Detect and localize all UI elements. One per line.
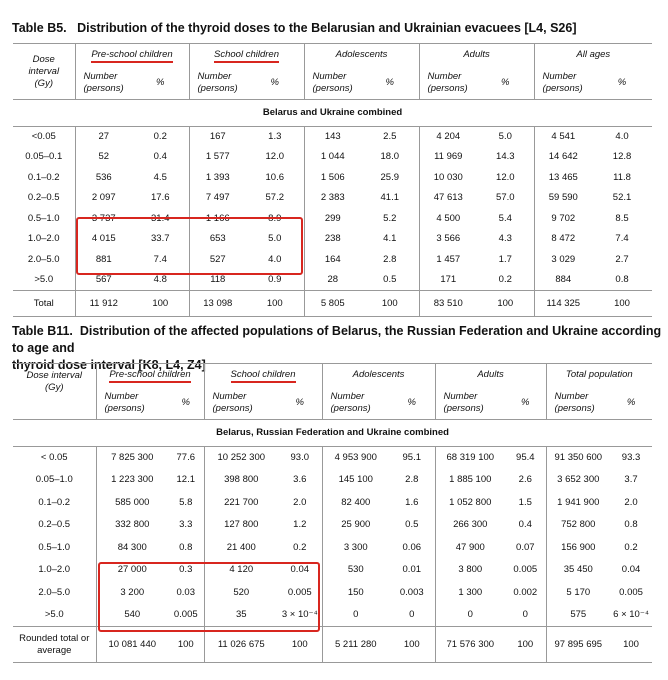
percent-cell: 6 × 10⁻⁴: [613, 609, 649, 620]
table-row: [13, 168, 652, 189]
percent-cell: 100: [403, 638, 420, 650]
number-header: Number (persons): [75, 66, 132, 100]
number-cell: 25 900: [322, 514, 389, 537]
table-b5-body: [13, 127, 652, 291]
number-cell: 398 800: [204, 469, 278, 492]
number-cell: 59 590: [534, 188, 592, 209]
percent-cell: 2.0: [293, 496, 307, 508]
number-cell: 145 100: [322, 469, 389, 492]
percent-cell: 0.8: [179, 541, 193, 553]
percent-cell: 33.7: [151, 233, 170, 245]
total-label: Total: [33, 297, 54, 309]
percent-cell: 0.2: [293, 541, 307, 553]
number-cell: 143: [304, 127, 361, 148]
percent-cell: 0.01: [402, 564, 422, 576]
percent-cell: 10.6: [265, 171, 285, 183]
percent-cell: 95.4: [516, 452, 535, 463]
percent-cell: 100: [291, 638, 308, 650]
percent-cell: 4.1: [383, 233, 397, 245]
dose-interval-cell: 1.0–2.0: [38, 564, 71, 576]
dose-interval-cell: >5.0: [44, 609, 64, 620]
number-cell: 527: [189, 250, 246, 271]
group-header: Adults: [435, 364, 546, 387]
dose-interval-cell: 0.5–1.0: [38, 541, 71, 553]
percent-header: %: [626, 396, 636, 408]
number-cell: 150: [322, 582, 389, 605]
percent-cell: 57.0: [496, 192, 515, 204]
number-cell: 21 400: [204, 537, 278, 560]
percent-header: %: [181, 396, 190, 408]
percent-cell: 31.4: [151, 212, 170, 224]
number-cell: 1 166: [189, 209, 246, 230]
percent-cell: 0.5: [383, 274, 397, 285]
percent-cell: 3.3: [179, 519, 193, 531]
percent-cell: 0.5: [405, 519, 419, 531]
number-cell: 567: [75, 270, 132, 291]
percent-header: %: [295, 396, 304, 408]
number-cell: 3 566: [419, 229, 477, 250]
percent-cell: 5.8: [179, 496, 193, 508]
total-row: [13, 627, 652, 663]
number-cell: 221 700: [204, 492, 278, 515]
percent-cell: 0.04: [290, 564, 310, 576]
number-header: Number (persons): [534, 66, 592, 100]
percent-cell: 2.7: [615, 253, 629, 265]
number-cell: 164: [304, 250, 361, 271]
percent-header: %: [617, 76, 627, 88]
number-cell: 71 576 300: [435, 627, 505, 663]
number-cell: 266 300: [435, 514, 505, 537]
number-cell: 4 541: [534, 127, 592, 148]
number-header: Number (persons): [96, 386, 168, 420]
table-b11: [13, 363, 652, 663]
number-cell: 0: [435, 604, 505, 627]
number-cell: 68 319 100: [435, 447, 505, 470]
group-header: Pre-school children: [75, 44, 189, 67]
percent-cell: 7.4: [153, 253, 167, 265]
number-cell: 881: [75, 250, 132, 271]
number-cell: 2 383: [304, 188, 361, 209]
group-header: Total population: [546, 364, 652, 387]
group-header: Adults: [419, 44, 534, 67]
dose-interval-cell: 2.0–5.0: [38, 586, 71, 598]
percent-cell: 57.2: [265, 192, 285, 204]
percent-cell: 0.4: [153, 151, 167, 163]
number-cell: 2 097: [75, 188, 132, 209]
table-row: [13, 604, 652, 627]
number-cell: 5 805: [304, 291, 361, 317]
percent-cell: 17.6: [151, 192, 170, 204]
percent-cell: 0.4: [518, 519, 532, 531]
percent-cell: 4.3: [498, 233, 512, 245]
percent-cell: 3.7: [624, 474, 638, 486]
percent-cell: 12.0: [265, 151, 285, 163]
table-row: [13, 270, 652, 291]
percent-cell: 1.2: [293, 519, 307, 531]
number-cell: 7 825 300: [96, 447, 168, 470]
number-cell: 575: [546, 604, 610, 627]
dose-interval-cell: 0.2–0.5: [27, 192, 60, 204]
number-cell: 4 500: [419, 209, 477, 230]
table-row: [13, 492, 652, 515]
percent-cell: 1.6: [405, 496, 419, 508]
percent-cell: 0: [522, 609, 528, 620]
number-cell: 0: [322, 604, 389, 627]
table-b5: [13, 43, 652, 317]
percent-cell: 0.002: [513, 586, 538, 598]
number-cell: 530: [322, 559, 389, 582]
number-cell: 752 800: [546, 514, 610, 537]
table-row: [13, 537, 652, 560]
number-cell: 7 497: [189, 188, 246, 209]
number-cell: 3 652 300: [546, 469, 610, 492]
percent-cell: 14.3: [496, 151, 515, 163]
percent-cell: 4.8: [153, 274, 167, 285]
number-cell: 884: [534, 270, 592, 291]
percent-cell: 100: [177, 638, 194, 650]
number-header: Number (persons): [304, 66, 361, 100]
number-cell: 10 252 300: [204, 447, 278, 470]
number-cell: 114 325: [534, 291, 592, 317]
number-header: Number (persons): [435, 386, 505, 420]
number-cell: 1 223 300: [96, 469, 168, 492]
percent-cell: 100: [497, 297, 514, 309]
percent-cell: 18.0: [380, 151, 400, 163]
group-header: Adolescents: [304, 44, 419, 67]
percent-cell: 2.8: [405, 474, 419, 486]
percent-header: %: [501, 76, 510, 88]
number-cell: 1 885 100: [435, 469, 505, 492]
percent-cell: 0.04: [621, 564, 641, 576]
percent-cell: 0.005: [173, 609, 198, 620]
number-cell: 83 510: [419, 291, 477, 317]
number-cell: 91 350 600: [546, 447, 610, 470]
number-cell: 4 120: [204, 559, 278, 582]
number-cell: 5 170: [546, 582, 610, 605]
percent-cell: 12.8: [612, 151, 632, 163]
table-row: [13, 188, 652, 209]
percent-cell: 100: [152, 297, 169, 309]
number-cell: 52: [75, 147, 132, 168]
percent-cell: 0.005: [287, 586, 312, 598]
dose-interval-cell: 1.0–2.0: [27, 233, 60, 245]
number-cell: 4 953 900: [322, 447, 389, 470]
percent-cell: 95.1: [402, 452, 422, 463]
group-header: School children: [204, 364, 322, 387]
dose-interval-cell: 2.0–5.0: [27, 253, 60, 265]
table-b11-title: Table B11. Distribution of the affected populations of Belarus, the Russian Federation and Ukraine according to age and thyroid dose interval [K8, L4, Z4]: [12, 324, 662, 372]
percent-cell: 25.9: [380, 171, 400, 183]
percent-cell: 4.0: [615, 131, 629, 142]
percent-cell: 1.5: [518, 496, 532, 508]
dose-interval-cell: 0.05–1.0: [35, 474, 73, 486]
number-cell: 1 941 900: [546, 492, 610, 515]
number-cell: 47 900: [435, 537, 505, 560]
number-cell: 28: [304, 270, 361, 291]
table-row: [13, 559, 652, 582]
percent-cell: 0.3: [179, 564, 193, 576]
number-header: Number (persons): [322, 386, 389, 420]
number-cell: 82 400: [322, 492, 389, 515]
number-cell: 118: [189, 270, 246, 291]
number-cell: 97 895 695: [546, 627, 610, 663]
number-cell: 299: [304, 209, 361, 230]
number-cell: 5 211 280: [322, 627, 389, 663]
number-cell: 1 044: [304, 147, 361, 168]
number-cell: 11 969: [419, 147, 477, 168]
percent-cell: 93.3: [621, 452, 641, 463]
number-cell: 653: [189, 229, 246, 250]
total-label: Rounded total or average: [19, 632, 90, 656]
table-row: [13, 447, 652, 470]
number-cell: 11 912: [75, 291, 132, 317]
percent-cell: 8.9: [268, 212, 282, 224]
percent-cell: 0.005: [619, 586, 643, 598]
percent-cell: 0.8: [624, 519, 638, 531]
section-label: Belarus, Russian Federation and Ukraine combined: [216, 427, 449, 438]
table-row: [13, 250, 652, 271]
dose-interval-cell: < 0.05: [40, 452, 68, 463]
percent-cell: 5.4: [498, 212, 512, 224]
percent-cell: 4.5: [153, 171, 167, 183]
percent-cell: 12.1: [176, 474, 195, 486]
number-cell: 1 457: [419, 250, 477, 271]
percent-cell: 0.2: [153, 131, 167, 142]
percent-header: %: [270, 76, 279, 88]
group-header: School children: [189, 44, 304, 67]
number-cell: 536: [75, 168, 132, 189]
number-cell: 167: [189, 127, 246, 148]
number-header: Number (persons): [419, 66, 477, 100]
percent-cell: 3.6: [293, 474, 307, 486]
percent-header: %: [156, 76, 165, 88]
percent-cell: 2.6: [518, 474, 532, 486]
dose-interval-cell: <0.05: [31, 131, 56, 142]
number-cell: 540: [96, 604, 168, 627]
number-cell: 14 642: [534, 147, 592, 168]
percent-cell: 77.6: [176, 452, 195, 463]
percent-cell: 0.2: [624, 541, 638, 553]
number-cell: 1 052 800: [435, 492, 505, 515]
percent-cell: 100: [266, 297, 283, 309]
percent-cell: 5.2: [383, 212, 397, 224]
percent-header: %: [521, 396, 530, 408]
dose-interval-header: Dose interval (Gy): [28, 53, 60, 89]
number-cell: 1 300: [435, 582, 505, 605]
percent-cell: 41.1: [380, 192, 400, 204]
number-cell: 13 465: [534, 168, 592, 189]
percent-cell: 0.003: [399, 586, 424, 598]
number-cell: 3 029: [534, 250, 592, 271]
percent-cell: 0.03: [176, 586, 195, 598]
percent-cell: 7.4: [615, 233, 629, 245]
table-row: [13, 582, 652, 605]
number-cell: 35: [204, 604, 278, 627]
number-cell: 4 204: [419, 127, 477, 148]
percent-cell: 100: [517, 638, 534, 650]
dose-interval-cell: 0.1–0.2: [27, 171, 60, 183]
dose-interval-cell: 0.2–0.5: [38, 519, 71, 531]
dose-interval-header: Dose interval (Gy): [26, 370, 82, 393]
percent-cell: 0.8: [615, 274, 629, 285]
section-label: Belarus and Ukraine combined: [262, 107, 403, 118]
number-cell: 1 577: [189, 147, 246, 168]
table-b11-body: [13, 447, 652, 627]
group-header: Pre-school children: [96, 364, 204, 387]
percent-cell: 12.0: [496, 171, 515, 183]
number-cell: 84 300: [96, 537, 168, 560]
percent-cell: 8.5: [615, 212, 629, 224]
number-cell: 3 300: [322, 537, 389, 560]
number-header: Number (persons): [189, 66, 246, 100]
group-header: Adolescents: [322, 364, 435, 387]
percent-cell: 100: [381, 297, 398, 309]
dose-interval-cell: >5.0: [34, 274, 54, 285]
table-row: [13, 147, 652, 168]
percent-header: %: [407, 396, 416, 408]
percent-cell: 4.0: [268, 253, 282, 265]
number-cell: 585 000: [96, 492, 168, 515]
number-cell: 127 800: [204, 514, 278, 537]
dose-interval-cell: 0.5–1.0: [27, 212, 60, 224]
number-cell: 27: [75, 127, 132, 148]
dose-interval-cell: 0.1–0.2: [38, 496, 71, 508]
number-cell: 171: [419, 270, 477, 291]
number-cell: 9 702: [534, 209, 592, 230]
number-cell: 10 081 440: [96, 627, 168, 663]
percent-cell: 1.3: [268, 131, 282, 142]
percent-cell: 52.1: [612, 192, 632, 204]
dose-interval-cell: 0.05–0.1: [25, 151, 63, 163]
table-row: [13, 127, 652, 148]
number-cell: 238: [304, 229, 361, 250]
number-cell: 10 030: [419, 168, 477, 189]
percent-cell: 0.2: [498, 274, 512, 285]
number-cell: 35 450: [546, 559, 610, 582]
total-row: [13, 291, 652, 317]
percent-cell: 0.07: [516, 541, 535, 553]
percent-cell: 0: [409, 609, 415, 620]
percent-cell: 5.0: [498, 131, 512, 142]
number-cell: 27 000: [96, 559, 168, 582]
percent-cell: 2.5: [383, 131, 397, 142]
percent-cell: 2.0: [624, 496, 638, 508]
table-row: [13, 469, 652, 492]
number-cell: 520: [204, 582, 278, 605]
percent-cell: 100: [614, 297, 630, 309]
number-cell: 3 737: [75, 209, 132, 230]
percent-cell: 3 × 10⁻⁴: [281, 609, 318, 620]
number-header: Number (persons): [204, 386, 278, 420]
number-cell: 1 506: [304, 168, 361, 189]
number-cell: 13 098: [189, 291, 246, 317]
percent-cell: 100: [623, 638, 639, 650]
number-cell: 4 015: [75, 229, 132, 250]
percent-cell: 0.06: [402, 541, 422, 553]
number-cell: 3 200: [96, 582, 168, 605]
number-header: Number (persons): [546, 386, 610, 420]
percent-cell: 5.0: [268, 233, 282, 245]
number-cell: 156 900: [546, 537, 610, 560]
percent-header: %: [385, 76, 394, 88]
percent-cell: 1.7: [498, 253, 512, 265]
percent-cell: 0.9: [268, 274, 282, 285]
number-cell: 8 472: [534, 229, 592, 250]
percent-cell: 0.005: [513, 564, 538, 576]
table-row: [13, 514, 652, 537]
number-cell: 47 613: [419, 188, 477, 209]
number-cell: 332 800: [96, 514, 168, 537]
group-header: All ages: [534, 44, 652, 67]
number-cell: 3 800: [435, 559, 505, 582]
percent-cell: 11.8: [613, 171, 631, 183]
number-cell: 1 393: [189, 168, 246, 189]
table-row: [13, 209, 652, 230]
percent-cell: 93.0: [290, 452, 310, 463]
percent-cell: 2.8: [383, 253, 397, 265]
number-cell: 11 026 675: [204, 627, 278, 663]
table-b5-title: Table B5. Distribution of the thyroid doses to the Belarusian and Ukrainian evacuees [L4, S26]: [12, 21, 577, 35]
table-row: [13, 229, 652, 250]
